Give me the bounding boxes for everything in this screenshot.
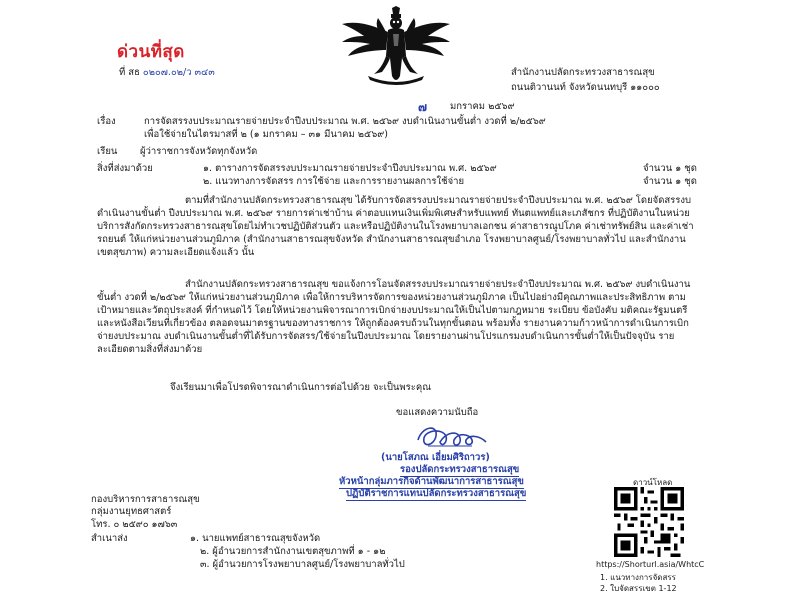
- closing-salutation: ขอแสดงความนับถือ: [396, 407, 479, 418]
- subject-line-2: เพื่อใช้จ่ายในไตรมาสที่ ๒ (๑ มกราคม – ๓๑ มีนาคม ๒๕๖๙): [144, 129, 388, 140]
- body-paragraph-3: จึงเรียนมาเพื่อโปรดพิจารณาดำเนินการต่อไปด้วย จะเป็นพระคุณ: [170, 382, 432, 393]
- department-group: กลุ่มงานยุทธศาสตร์: [91, 506, 172, 517]
- subject-label: เรื่อง: [97, 116, 116, 127]
- cc-item: ๓. ผู้อำนวยการโรงพยาบาลศูนย์/โรงพยาบาลทั่วไป: [200, 559, 405, 570]
- address-line-1: สำนักงานปลัดกระทรวงสาธารณสุข: [511, 67, 655, 78]
- qr-caption-1: 1. แนวทางการจัดสรร: [600, 573, 676, 582]
- cc-label: สำเนาส่ง: [91, 533, 128, 544]
- signatory-name: (นายโสภณ เอี่ยมศิริถาวร): [381, 452, 490, 463]
- signatory-title-1: รองปลัดกระทรวงสาธารณสุข: [400, 464, 520, 475]
- qr-url[interactable]: https://Shorturl.asia/WhtcC: [596, 560, 705, 569]
- document-number-value: ๐๒๐๗.๐๒/ว ๓๔๓: [142, 67, 215, 78]
- address-line-2: ถนนติวานนท์ จังหวัดนนทบุรี ๑๑๐๐๐: [511, 82, 660, 93]
- cc-item: ๒. ผู้อำนวยการสำนักงานเขตสุขภาพที่ ๑ - ๑๒: [200, 546, 386, 557]
- subject-line-1: การจัดสรรงบประมาณรายจ่ายประจำปีงบประมาณ พ.ศ. ๒๕๖๙ งบดำเนินงานขั้นต่ำ งวดที่ ๒/๒๕๖๙: [144, 116, 546, 127]
- garuda-emblem-icon: [338, 6, 454, 88]
- qr-code-icon[interactable]: [614, 487, 684, 557]
- body-paragraph-1: ตามที่สำนักงานปลัดกระทรวงสาธารณสุข ได้รับการจัดสรรงบประมาณรายจ่ายประจำปีงบประมาณ พ.ศ. ๒๕๖๙ โดยจัดสรรงบดำเนินงานขั้นต่ำ ปีงบประมาณ พ.ศ. ๒๕๖๙ รายการค่าเช่าบ้าน ค่าตอบแทนเงินเพิ่มพิเศษสำหรับแพทย์ ทันตแพทย์และเภสัชกร ที่ปฏิบัติงานในหน่วยบริการสังกัดกระทรวงสาธารณสุขโดยไม่ทำเวชปฏิบัติส่วนตัว และหรือปฏิบัติงานในโรงพยาบาลเอกชน ค่าสาธารณูปโภค ค่าเช่าทรัพย์สิน และค่าเช่ารถยนต์ ให้แก่หน่วยงานส่วนภูมิภาค (สำนักงานสาธารณสุขจังหวัด สำนักงานสาธารณสุขอำเภอ โรงพยาบาลศูนย์/โรงพยาบาลทั่วไป และสำนักงานเขตสุขภาพ) ความละเอียดแจ้งแล้ว นั้น: [97, 195, 694, 258]
- qr-download-label: ดาวน์โหลด: [633, 478, 673, 487]
- signatory-title-2: หัวหน้ากลุ่มภารกิจด้านพัฒนาการสาธารณสุข: [339, 476, 524, 487]
- enclosure-item: ๒. แนวทางการจัดสรร การใช้จ่าย และการรายงานผลการใช้จ่าย: [203, 176, 465, 187]
- enclosure-quantity: จำนวน ๑ ชุด: [643, 163, 697, 174]
- date-month-year: มกราคม ๒๕๖๙: [450, 101, 515, 112]
- document-prefix: ที่ สธ: [119, 67, 140, 78]
- body-paragraph-2: สำนักงานปลัดกระทรวงสาธารณสุข ขอแจ้งการโอนจัดสรรงบประมาณรายจ่ายประจำปีงบประมาณ พ.ศ. ๒๕๖๙ งบดำเนินงานขั้นต่ำ งวดที่ ๒/๒๕๖๙ ให้แก่หน่วยงานส่วนภูมิภาค เพื่อให้การบริหารจัดการของหน่วยงานส่วนภูมิภาค เป็นไปอย่างมีคุณภาพและประสิทธิภาพ ตามเป้าหมายและวัตถุประสงค์ ที่กำหนดไว้ โดยให้หน่วยงานพิจารณาการเบิกจ่ายงบประมาณให้เป็นไปตามกฎหมาย ระเบียบ ข้อบังคับ มติคณะรัฐมนตรี และหนังสือเวียนที่เกี่ยวข้อง ตลอดจนมาตรฐานของทางราชการ ให้ถูกต้องครบถ้วนในทุกขั้นตอน พร้อมทั้ง รายงานความก้าวหน้าการดำเนินการเบิกจ่ายงบประมาณ งบดำเนินงานขั้นต่ำที่ได้รับการจัดสรร/ใช้จ่ายในปีงบประมาณ โดยรายงานผ่านโปรแกรมงบดำเนินการขั้นต่ำให้เป็นปัจจุบัน รายละเอียดตามสิ่งที่ส่งมาด้วย: [97, 279, 691, 355]
- department-phone: โทร. ๐ ๒๕๙๐ ๑๗๖๓: [91, 519, 178, 530]
- qr-caption-2: 2. ใบจัดสรรเขต 1-12: [600, 584, 677, 593]
- urgency-marker: ด่วนที่สุด: [117, 42, 185, 62]
- recipient-label: เรียน: [97, 146, 118, 157]
- enclosure-item: ๑. ตารางการจัดสรรงบประมาณรายจ่ายประจำปีงบประมาณ พ.ศ. ๒๕๖๙: [203, 163, 497, 174]
- recipient-value: ผู้ว่าราชการจังหวัดทุกจังหวัด: [140, 146, 258, 157]
- cc-item: ๑. นายแพทย์สาธารณสุขจังหวัด: [190, 533, 321, 544]
- handwritten-signature: [412, 420, 492, 452]
- signatory-title-3: ปฏิบัติราชการแทนปลัดกระทรวงสาธารณสุข: [346, 488, 527, 499]
- department-name: กองบริหารการสาธารณสุข: [91, 494, 200, 505]
- date-day: ๗: [418, 100, 428, 114]
- enclosure-quantity: จำนวน ๑ ชุด: [643, 176, 697, 187]
- enclosures-label: สิ่งที่ส่งมาด้วย: [97, 163, 153, 174]
- document-number: [119, 67, 215, 79]
